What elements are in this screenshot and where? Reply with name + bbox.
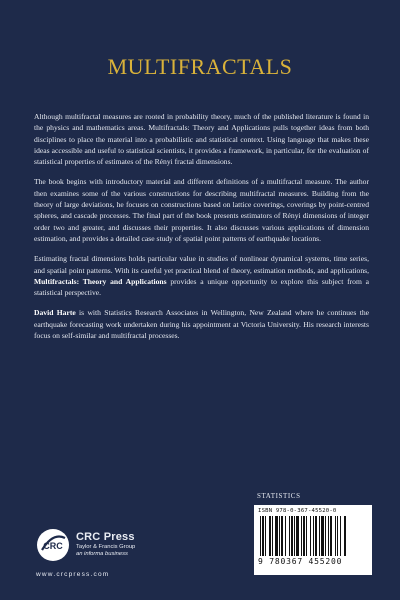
book-title-bold: Multifractals: Theory and Applications [34, 276, 167, 286]
crc-press-logo-icon [36, 528, 70, 562]
cover-description [34, 111, 369, 350]
publisher-group: Taylor & Francis Group [76, 544, 136, 550]
isbn-barcode [254, 505, 372, 575]
isbn-digits: 9 780367 455200 [258, 557, 343, 566]
author-bio-text: is with Statistics Research Associates in Wellington, New Zealand where he continues the earthquake forecasting work undertaken during his appointment at Victoria University. His research interests focus on self-similar and multifractal processes. [34, 308, 369, 341]
publisher-website: www.crcpress.com [36, 571, 110, 578]
description-paragraph-3 [34, 253, 369, 298]
logo-text: CRC [43, 541, 63, 551]
isbn-label: ISBN 978-0-367-45520-0 [258, 508, 337, 514]
publisher-imprint: an informa business [76, 551, 128, 557]
paragraph-3-text-start: Estimating fractal dimensions holds particular value in studies of nonlinear dynamical systems, time series, and spatial point patterns. With its careful yet practical blend of theory, estimation methods, and applications, [34, 254, 369, 275]
barcode-bars [258, 516, 368, 556]
paragraph-3-text-end: provides a unique opportunity to explore this subject from a statistical perspective. [34, 276, 369, 298]
category-label: STATISTICS [257, 492, 301, 500]
description-paragraph-1: Although multifractal measures are rooted in probability theory, much of the published literature is found in the physics and mathematics areas. Multifractals: Theory and Applications pulls together ideas from both disciplines to place the material into a probabilistic and statistical context. Using language that makes these ideas accessible and useful to statistical scientists, it provides a framework, in particular, for the evaluation of statistical properties of estimates of the Rényi fractal dimensions. [34, 112, 369, 167]
description-paragraph-2: The book begins with introductory material and different definitions of a multifractal measure. The author then examines some of the various constructions for describing multifractal measures. Building from the theory of large deviations, he focuses on constructions based on lattice coverings, coverings by point-centred spheres, and cascade processes. The final part of the book presents estimators of Rényi dimensions of integer order two and greater, and discusses their properties. It also discusses various applications of dimension estimation, and provides a detailed case study of spatial point patterns of earthquake locations. [34, 177, 369, 243]
publisher-block [76, 531, 135, 558]
book-title: MULTIFRACTALS [107, 54, 293, 79]
author-bio [34, 307, 369, 341]
author-name: David Harte [34, 308, 76, 318]
publisher-name: CRC Press [76, 531, 135, 543]
